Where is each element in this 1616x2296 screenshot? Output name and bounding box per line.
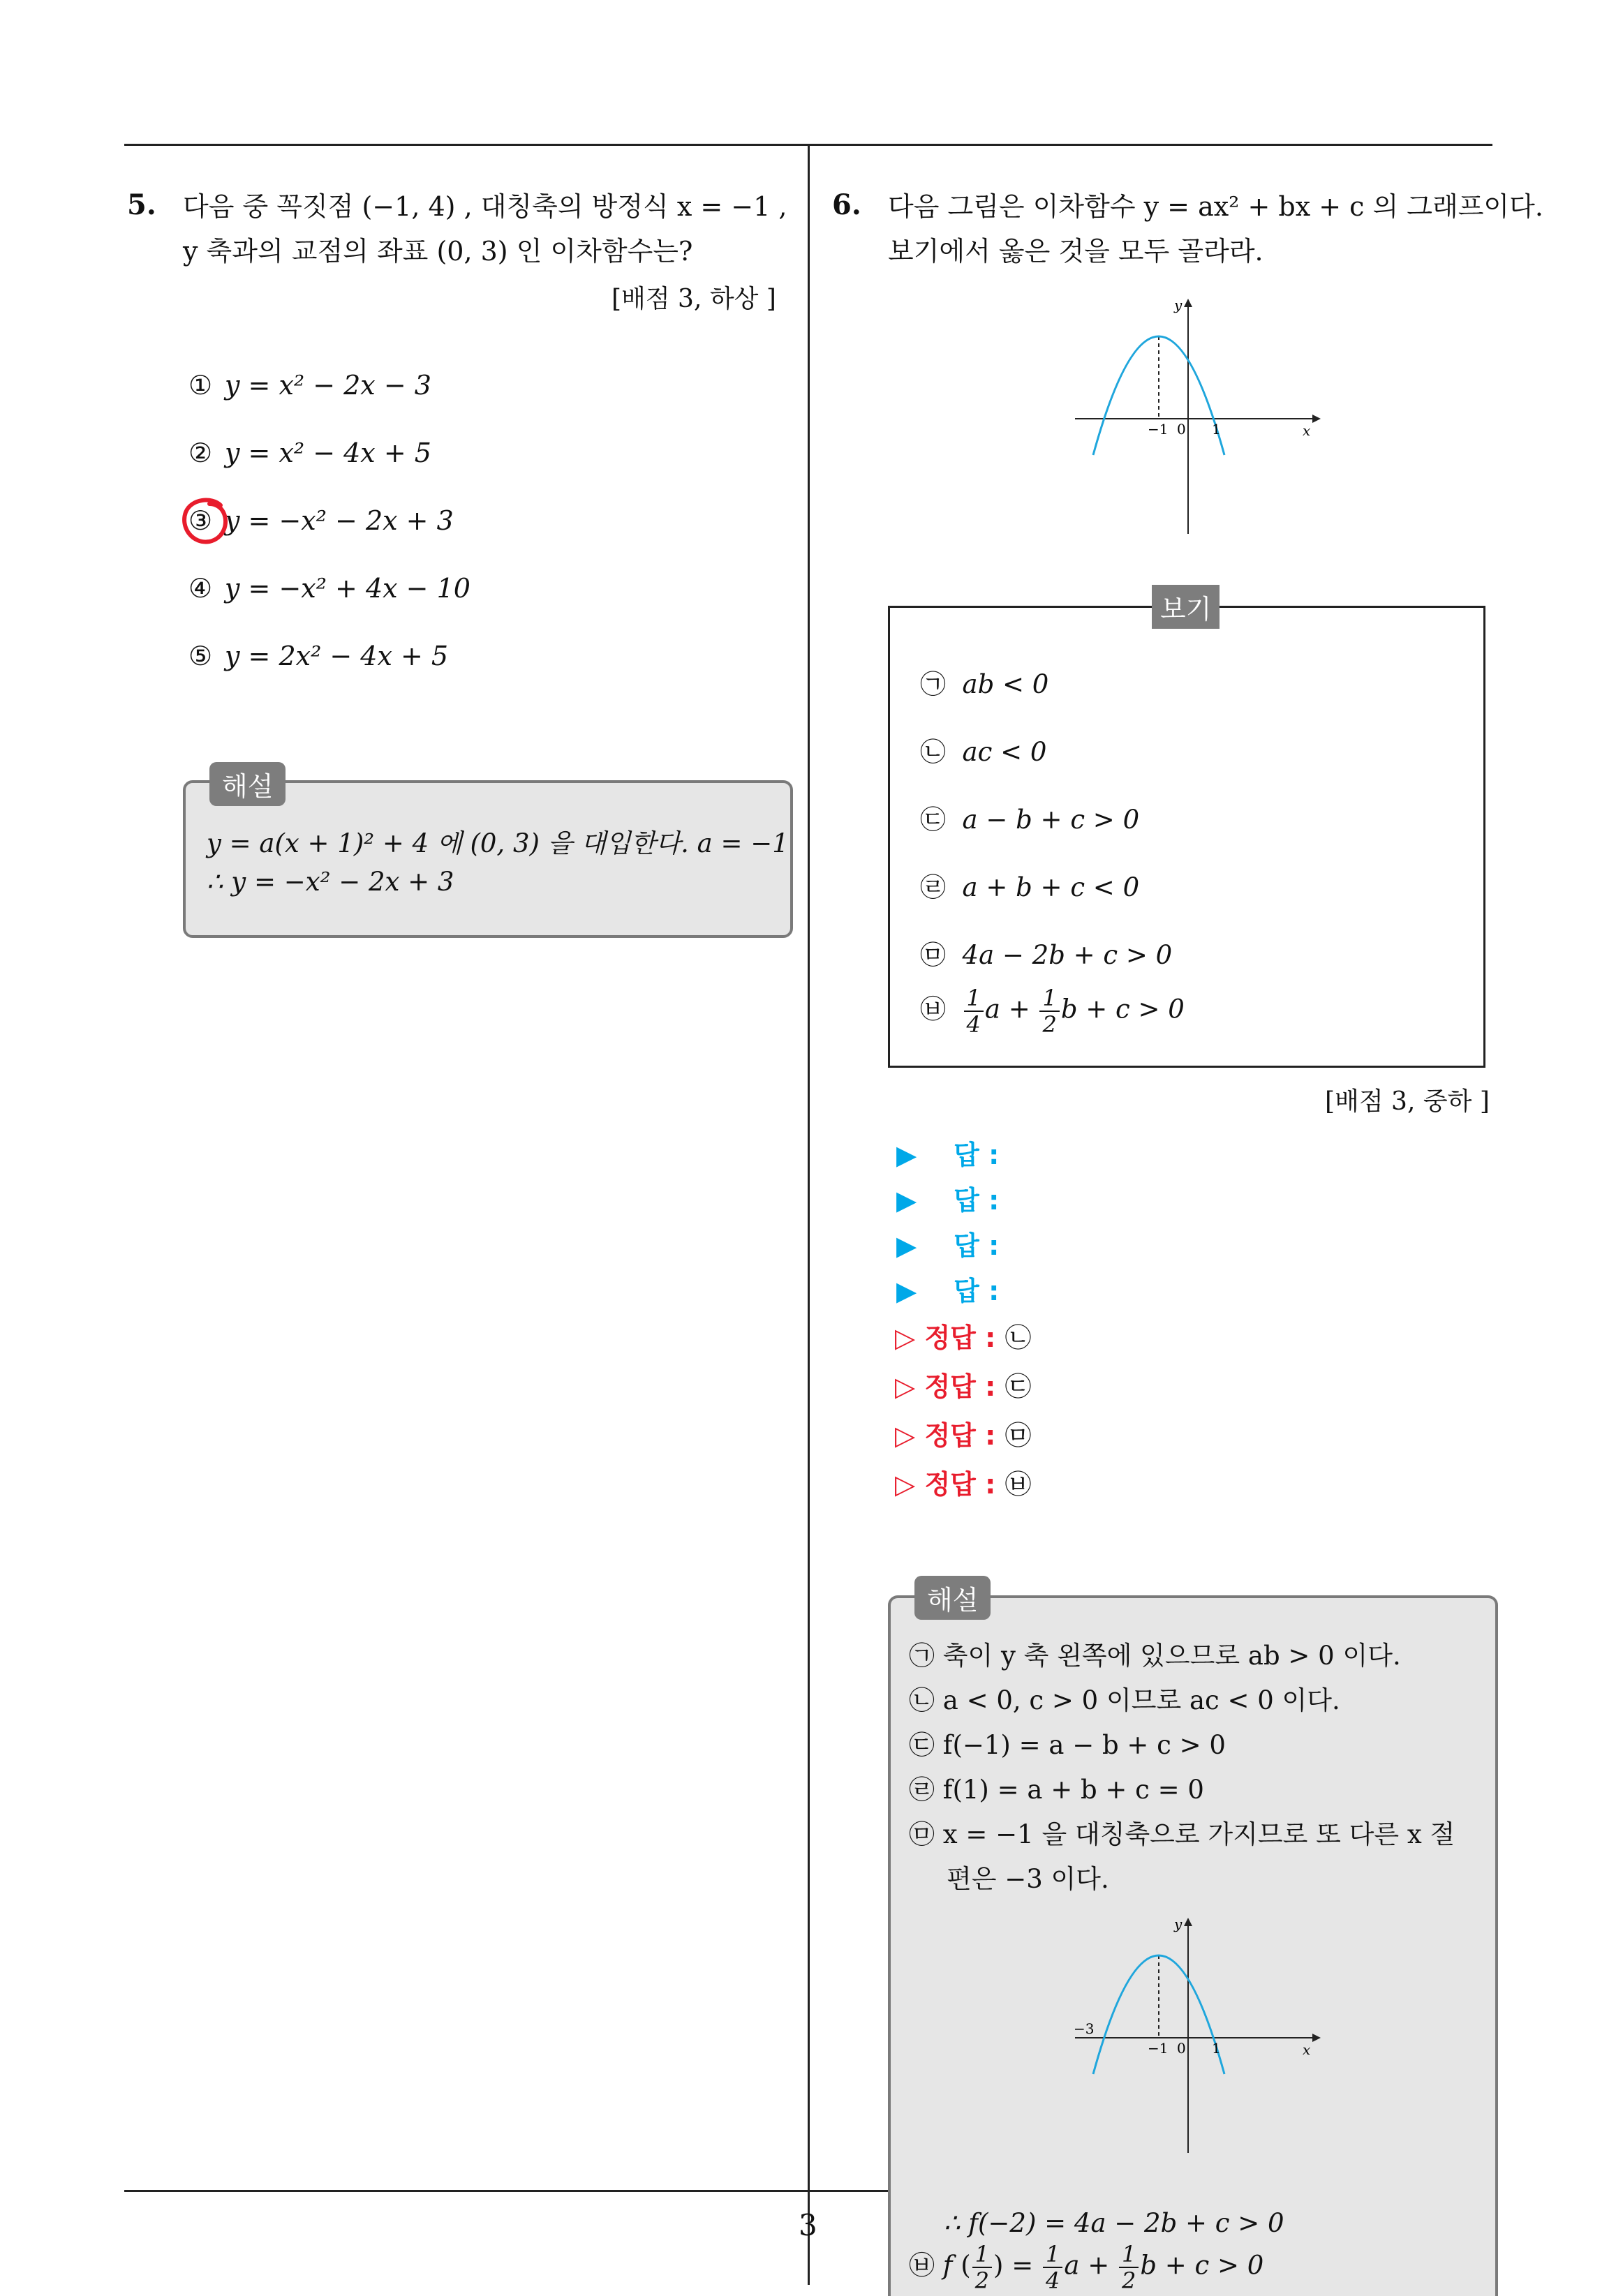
q5-number: 5.	[127, 188, 156, 221]
x-axis-arrow-icon	[1312, 415, 1321, 423]
outline-triangle-icon: ▷	[895, 1322, 916, 1353]
q6-number: 6.	[832, 188, 861, 221]
correct-label: 정답 :	[924, 1420, 996, 1451]
denominator: 4	[1046, 2267, 1060, 2294]
play-triangle-icon: ▶	[896, 1185, 917, 1216]
bogi-item-3	[920, 798, 1139, 836]
q6-explanation-parabola-graph	[1068, 1912, 1326, 2163]
numerator: 1	[972, 2242, 992, 2268]
q5-choice-5[interactable]	[188, 641, 448, 671]
bogi-mark: ㉢	[920, 805, 946, 835]
bogi-mark: ㉡	[920, 737, 946, 767]
q6-explanation-line5: ㉤ x = −1 을 대칭축으로 가지므로 또 다른 x 절	[909, 1819, 1455, 1849]
bogi-item-6	[920, 985, 1185, 1037]
bogi-item-4	[920, 866, 1139, 904]
selected-answer-circle-icon	[179, 495, 235, 549]
numerator: 1	[1043, 2242, 1062, 2268]
x-label: x	[1303, 2041, 1311, 2058]
q5-choice-2[interactable]	[188, 438, 431, 468]
answer-row-2[interactable]	[896, 1179, 999, 1217]
answer-row-3[interactable]	[896, 1224, 999, 1262]
x-axis-arrow-icon	[1312, 2034, 1321, 2042]
tick-0: 0	[1177, 2040, 1186, 2057]
choice-expr: y = −x² − 2x + 3	[225, 505, 454, 536]
fraction	[1119, 2242, 1139, 2293]
answer-row-4[interactable]	[896, 1269, 999, 1308]
correct-answer-row-2	[895, 1365, 1032, 1403]
bogi-mark: ㉣	[920, 872, 946, 902]
y-label: y	[1174, 1916, 1183, 1932]
bogi-expr: 4a − 2b + c > 0	[962, 940, 1173, 970]
bogi-mid: a +	[984, 994, 1030, 1024]
tail: b + c > 0	[1140, 2250, 1264, 2281]
fraction	[1039, 985, 1059, 1037]
choice-expr: y = −x² + 4x − 10	[225, 573, 470, 604]
denominator: 4	[966, 1011, 981, 1038]
q6-explanation-last: ㉥ f ( $\frac{1}{2}$ ) = $\frac{1}{4}$ a + $\frac{1}{2}$ b + c > 0	[909, 2241, 1264, 2294]
numerator: 1	[1119, 2242, 1139, 2268]
fn: f	[942, 2250, 953, 2281]
q5-explanation-tag: 해설	[209, 762, 286, 806]
page-number: 3	[799, 2208, 817, 2242]
q6-question-line2: 보기에서 옳은 것을 모두 골라라.	[888, 236, 1263, 267]
choice-mark: ①	[188, 370, 213, 401]
q6-explanation-line6: 편은 −3 이다.	[947, 1864, 1109, 1894]
y-label: y	[1174, 297, 1183, 313]
denominator: 2	[1042, 1011, 1057, 1038]
answer-row-1[interactable]	[896, 1133, 999, 1172]
y-axis-arrow-icon	[1184, 1918, 1192, 1926]
q5-explanation-line1: y = a(x + 1)² + 4 에 (0, 3) 을 대입한다. a = −1	[207, 828, 789, 858]
bogi-expr: ac < 0	[962, 737, 1047, 767]
bogi-expr: a + b + c < 0	[962, 872, 1140, 902]
correct-answer-value: ㉢	[1005, 1371, 1032, 1402]
correct-label: 정답 :	[924, 1371, 996, 1402]
choice-mark: ④	[188, 573, 213, 604]
bogi-item-2	[920, 731, 1046, 768]
tick-neg3: −3	[1074, 2020, 1095, 2037]
fraction	[964, 985, 984, 1037]
q6-question-line1: 다음 그림은 이차함수 y = ax² + bx + c 의 그래프이다.	[888, 191, 1543, 222]
q6-explanation-line4: ㉣ f(1) = a + b + c = 0	[909, 1775, 1204, 1805]
answer-label: 답 :	[954, 1185, 1000, 1216]
q5-choice-1[interactable]	[188, 370, 431, 401]
explanation-mark: ㉥	[909, 2250, 935, 2281]
q6-explanation-conclusion: ∴ f(−2) = 4a − 2b + c > 0	[944, 2208, 1284, 2238]
tick-1: 1	[1212, 421, 1221, 438]
choice-expr: y = x² − 2x − 3	[225, 370, 431, 401]
bogi-expr: ab < 0	[962, 669, 1049, 699]
q5-score: [배점 3, 하상 ]	[611, 285, 776, 313]
correct-answer-row-3	[895, 1414, 1032, 1452]
answer-label: 답 :	[954, 1276, 1000, 1306]
numerator: 1	[964, 985, 984, 1012]
q5-choice-4[interactable]	[188, 573, 470, 604]
tick-neg1: −1	[1148, 2040, 1169, 2057]
denominator: 2	[1121, 2267, 1136, 2294]
q5-explanation-line2: ∴ y = −x² − 2x + 3	[207, 867, 454, 897]
choice-mark: ③	[188, 505, 213, 536]
column-divider	[808, 144, 810, 2285]
q6-explanation-tag: 해설	[914, 1576, 991, 1620]
correct-answer-row-4	[895, 1463, 1032, 1501]
x-label: x	[1303, 422, 1311, 439]
q6-explanation-line2: ㉡ a < 0, c > 0 이므로 ac < 0 이다.	[909, 1685, 1340, 1715]
choice-mark: ⑤	[188, 641, 213, 671]
tick-1: 1	[1212, 2040, 1221, 2057]
tick-neg1: −1	[1148, 421, 1169, 438]
tick-0: 0	[1177, 421, 1186, 438]
q6-explanation-line3: ㉢ f(−1) = a − b + c > 0	[909, 1730, 1226, 1760]
q6-parabola-graph	[1068, 293, 1326, 544]
answer-label: 답 :	[954, 1230, 1000, 1261]
equals: =	[1011, 2250, 1034, 2281]
q5-question-line2: y 축과의 교점의 좌표 (0, 3) 인 이차함수는?	[183, 236, 693, 267]
outline-triangle-icon: ▷	[895, 1371, 916, 1402]
correct-answer-value: ㉡	[1005, 1322, 1032, 1353]
q6-score: [배점 3, 중하 ]	[1325, 1087, 1490, 1116]
bogi-item-5	[920, 934, 1172, 971]
choice-mark: ②	[188, 438, 213, 468]
choice-expr: y = x² − 4x + 5	[225, 438, 431, 468]
fraction	[1043, 2242, 1062, 2293]
choice-expr: y = 2x² − 4x + 5	[225, 641, 449, 671]
answer-label: 답 :	[954, 1140, 1000, 1170]
mid: a +	[1064, 2250, 1110, 2281]
outline-triangle-icon: ▷	[895, 1420, 916, 1451]
y-axis-arrow-icon	[1184, 299, 1192, 307]
q6-explanation-line1: ㉠ 축이 y 축 왼쪽에 있으므로 ab > 0 이다.	[909, 1641, 1401, 1671]
correct-answer-row-1	[895, 1316, 1032, 1355]
numerator: 1	[1039, 985, 1059, 1012]
correct-label: 정답 :	[924, 1469, 996, 1500]
correct-label: 정답 :	[924, 1322, 996, 1353]
play-triangle-icon: ▶	[896, 1276, 917, 1306]
correct-answer-value: ㉤	[1005, 1420, 1032, 1451]
bogi-expr: a − b + c > 0	[962, 805, 1140, 835]
play-triangle-icon: ▶	[896, 1140, 917, 1170]
outline-triangle-icon: ▷	[895, 1469, 916, 1500]
bogi-tail: b + c > 0	[1060, 994, 1185, 1024]
bogi-item-1	[920, 663, 1048, 701]
bogi-mark: ㉠	[920, 669, 946, 699]
q5-question-line1: 다음 중 꼭짓점 (−1, 4) , 대칭축의 방정식 x = −1 ,	[183, 191, 787, 222]
bogi-mark: ㉥	[920, 994, 946, 1024]
play-triangle-icon: ▶	[896, 1230, 917, 1261]
fraction	[972, 2242, 992, 2293]
bogi-tag: 보기	[1152, 585, 1220, 629]
denominator: 2	[974, 2267, 990, 2294]
correct-answer-value: ㉥	[1005, 1469, 1032, 1500]
bogi-mark: ㉤	[920, 940, 946, 970]
